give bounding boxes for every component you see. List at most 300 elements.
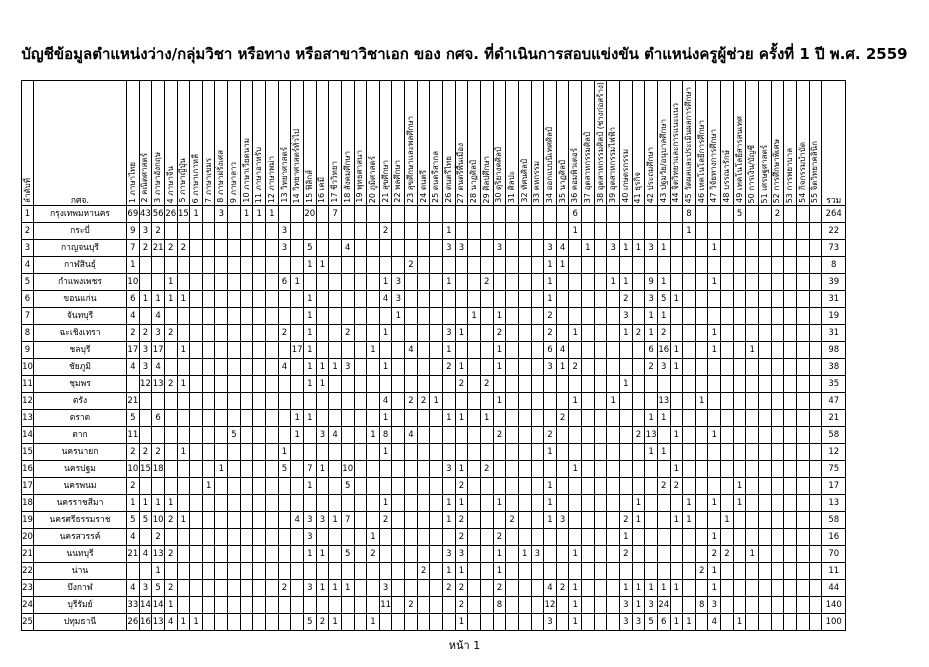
value-cell (354, 427, 367, 444)
value-cell: 2 (139, 325, 152, 342)
value-cell (417, 206, 430, 223)
subject-header: 19 พุทธศาสนา (354, 81, 367, 206)
value-cell (582, 546, 595, 563)
value-cell (253, 223, 266, 240)
value-cell: 1 (443, 495, 456, 512)
value-cell (177, 546, 190, 563)
value-cell (683, 461, 696, 478)
value-cell (721, 257, 734, 274)
value-cell: 1 (708, 342, 721, 359)
value-cell: 1 (455, 461, 468, 478)
value-cell (544, 529, 557, 546)
seq-cell: 15 (22, 444, 34, 461)
value-cell (443, 308, 456, 325)
value-cell (695, 223, 708, 240)
value-cell (746, 206, 759, 223)
value-cell (430, 342, 443, 359)
total-cell: 44 (822, 580, 846, 597)
seq-cell: 2 (22, 223, 34, 240)
value-cell (809, 223, 822, 240)
value-cell: 6 (278, 274, 291, 291)
value-cell (771, 563, 784, 580)
value-cell: 1 (670, 359, 683, 376)
value-cell: 4 (127, 359, 140, 376)
value-cell (759, 206, 772, 223)
value-cell (759, 257, 772, 274)
value-cell: 4 (278, 359, 291, 376)
value-cell (253, 495, 266, 512)
value-cell (354, 597, 367, 614)
value-cell (670, 240, 683, 257)
total-cell: 47 (822, 393, 846, 410)
subject-header: 41 ธุรกิจ (632, 81, 645, 206)
total-cell: 38 (822, 359, 846, 376)
value-cell: 2 (405, 257, 418, 274)
value-cell (582, 512, 595, 529)
value-cell (253, 512, 266, 529)
value-cell: 2 (455, 512, 468, 529)
value-cell (771, 393, 784, 410)
value-cell: 1 (177, 376, 190, 393)
value-cell (607, 478, 620, 495)
value-cell (746, 393, 759, 410)
value-cell (796, 563, 809, 580)
value-cell (518, 444, 531, 461)
value-cell: 5 (341, 478, 354, 495)
value-cell: 13 (645, 427, 658, 444)
value-cell (493, 512, 506, 529)
value-cell (683, 359, 696, 376)
value-cell (569, 410, 582, 427)
value-cell (531, 597, 544, 614)
value-cell (430, 427, 443, 444)
value-cell (695, 410, 708, 427)
value-cell: 3 (531, 546, 544, 563)
value-cell (556, 291, 569, 308)
value-cell (139, 529, 152, 546)
value-cell (518, 308, 531, 325)
value-cell (708, 308, 721, 325)
value-cell (582, 257, 595, 274)
total-cell: 21 (822, 410, 846, 427)
value-cell (771, 223, 784, 240)
value-cell (240, 563, 253, 580)
value-cell (771, 427, 784, 444)
value-cell: 21 (152, 240, 165, 257)
value-cell (733, 427, 746, 444)
value-cell (518, 376, 531, 393)
value-cell: 1 (190, 206, 203, 223)
value-cell (493, 410, 506, 427)
value-cell: 2 (443, 580, 456, 597)
subject-header: 29 ศิลปศึกษา (480, 81, 493, 206)
value-cell (493, 223, 506, 240)
value-cell (809, 461, 822, 478)
value-cell (771, 461, 784, 478)
value-cell: 56 (152, 206, 165, 223)
value-cell (417, 512, 430, 529)
value-cell (809, 563, 822, 580)
value-cell: 18 (152, 461, 165, 478)
value-cell (405, 563, 418, 580)
value-cell: 2 (316, 614, 329, 631)
value-cell (619, 427, 632, 444)
value-cell (518, 240, 531, 257)
value-cell (228, 563, 241, 580)
total-cell: 73 (822, 240, 846, 257)
value-cell (215, 546, 228, 563)
value-cell (784, 478, 797, 495)
value-cell (594, 240, 607, 257)
value-cell (493, 478, 506, 495)
value-cell (228, 325, 241, 342)
value-cell (733, 444, 746, 461)
value-cell (796, 461, 809, 478)
value-cell: 4 (164, 614, 177, 631)
value-cell (480, 308, 493, 325)
value-cell: 1 (316, 359, 329, 376)
value-cell (228, 274, 241, 291)
value-cell (746, 410, 759, 427)
value-cell (177, 325, 190, 342)
value-cell (354, 529, 367, 546)
value-cell (392, 240, 405, 257)
value-cell (266, 597, 279, 614)
value-cell (759, 274, 772, 291)
value-cell (392, 393, 405, 410)
value-cell: 3 (278, 223, 291, 240)
value-cell: 4 (379, 291, 392, 308)
value-cell (721, 580, 734, 597)
value-cell (316, 240, 329, 257)
value-cell (796, 512, 809, 529)
value-cell (190, 393, 203, 410)
value-cell (341, 614, 354, 631)
value-cell (480, 495, 493, 512)
value-cell (354, 376, 367, 393)
value-cell (784, 359, 797, 376)
value-cell (253, 614, 266, 631)
value-cell (695, 325, 708, 342)
value-cell (455, 223, 468, 240)
value-cell (354, 359, 367, 376)
value-cell (594, 444, 607, 461)
value-cell (784, 546, 797, 563)
value-cell: 5 (152, 580, 165, 597)
value-cell (341, 427, 354, 444)
value-cell (266, 580, 279, 597)
value-cell (291, 325, 304, 342)
value-cell (367, 512, 380, 529)
value-cell (177, 223, 190, 240)
value-cell (771, 342, 784, 359)
value-cell (582, 223, 595, 240)
value-cell (809, 478, 822, 495)
value-cell (480, 325, 493, 342)
value-cell (190, 257, 203, 274)
value-cell (759, 512, 772, 529)
value-cell: 1 (379, 444, 392, 461)
value-cell: 2 (455, 597, 468, 614)
value-cell: 2 (164, 325, 177, 342)
value-cell: 1 (152, 495, 165, 512)
value-cell (746, 512, 759, 529)
value-cell (177, 461, 190, 478)
value-cell (177, 478, 190, 495)
agency-cell: กาฬสินธุ์ (34, 257, 127, 274)
value-cell (733, 291, 746, 308)
value-cell: 2 (556, 580, 569, 597)
value-cell (695, 478, 708, 495)
value-cell (278, 495, 291, 512)
value-cell (228, 410, 241, 427)
value-cell (594, 308, 607, 325)
value-cell (556, 529, 569, 546)
value-cell: 2 (657, 478, 670, 495)
value-cell (480, 512, 493, 529)
value-cell (506, 308, 519, 325)
value-cell (392, 529, 405, 546)
value-cell (733, 240, 746, 257)
value-cell (164, 223, 177, 240)
subject-header: 54 กิจกรรมบำบัด (796, 81, 809, 206)
value-cell: 1 (303, 478, 316, 495)
value-cell (392, 546, 405, 563)
subject-header: 30 ดุริยางคศิลป์ (493, 81, 506, 206)
value-cell: 26 (164, 206, 177, 223)
value-cell (266, 359, 279, 376)
value-cell (759, 342, 772, 359)
value-cell: 1 (177, 291, 190, 308)
value-cell (354, 308, 367, 325)
value-cell (506, 291, 519, 308)
value-cell (506, 597, 519, 614)
seq-cell: 7 (22, 308, 34, 325)
subject-header: 9 ภาษาลาว (228, 81, 241, 206)
value-cell (266, 240, 279, 257)
value-cell (379, 614, 392, 631)
value-cell (367, 461, 380, 478)
value-cell (607, 444, 620, 461)
value-cell (430, 461, 443, 478)
value-cell (569, 291, 582, 308)
value-cell (253, 478, 266, 495)
value-cell (746, 444, 759, 461)
value-cell (594, 580, 607, 597)
table-row (22, 206, 846, 223)
value-cell (683, 597, 696, 614)
value-cell: 1 (683, 495, 696, 512)
value-cell (266, 546, 279, 563)
value-cell (569, 427, 582, 444)
value-cell (796, 495, 809, 512)
value-cell (733, 359, 746, 376)
value-cell (190, 427, 203, 444)
value-cell (759, 410, 772, 427)
value-cell (632, 206, 645, 223)
value-cell (733, 376, 746, 393)
value-cell: 2 (632, 325, 645, 342)
value-cell (531, 427, 544, 444)
value-cell (759, 240, 772, 257)
value-cell (771, 274, 784, 291)
subject-header: 44 จิตวิทยาและการแนะแนว (670, 81, 683, 206)
value-cell: 16 (139, 614, 152, 631)
value-cell: 2 (177, 240, 190, 257)
value-cell (392, 614, 405, 631)
value-cell (632, 546, 645, 563)
value-cell (354, 274, 367, 291)
value-cell: 1 (367, 529, 380, 546)
value-cell (670, 376, 683, 393)
value-cell (228, 614, 241, 631)
value-cell (771, 376, 784, 393)
value-cell: 12 (544, 597, 557, 614)
seq-header: ลำดับที่ (22, 81, 34, 206)
value-cell (253, 308, 266, 325)
value-cell (405, 512, 418, 529)
value-cell: 1 (443, 342, 456, 359)
value-cell (784, 257, 797, 274)
value-cell: 1 (367, 614, 380, 631)
subject-header: 22 พลศึกษา (392, 81, 405, 206)
value-cell (152, 393, 165, 410)
value-cell: 3 (544, 359, 557, 376)
value-cell: 3 (645, 240, 658, 257)
value-cell (202, 393, 215, 410)
table-row (22, 257, 846, 274)
value-cell (721, 291, 734, 308)
seq-cell: 17 (22, 478, 34, 495)
subject-header: 21 สุขศึกษา (379, 81, 392, 206)
value-cell (493, 376, 506, 393)
value-cell (278, 563, 291, 580)
table-row (22, 410, 846, 427)
value-cell: 15 (177, 206, 190, 223)
subject-header: 43 ปฐมวัย/อนุบาลศึกษา (657, 81, 670, 206)
value-cell: 1 (164, 274, 177, 291)
value-cell (316, 206, 329, 223)
value-cell (809, 274, 822, 291)
value-cell (594, 410, 607, 427)
seq-cell: 12 (22, 393, 34, 410)
value-cell: 1 (177, 614, 190, 631)
value-cell (430, 240, 443, 257)
value-cell: 12 (139, 376, 152, 393)
subject-header: 10 ภาษาเวียดนาม (240, 81, 253, 206)
value-cell (215, 308, 228, 325)
value-cell (544, 410, 557, 427)
value-cell (518, 461, 531, 478)
value-cell (721, 274, 734, 291)
value-cell: 1 (569, 614, 582, 631)
value-cell: 2 (480, 274, 493, 291)
value-cell: 20 (303, 206, 316, 223)
value-cell (708, 376, 721, 393)
value-cell: 3 (303, 529, 316, 546)
value-cell (531, 257, 544, 274)
value-cell (480, 546, 493, 563)
value-cell (139, 393, 152, 410)
table-row (22, 529, 846, 546)
value-cell (796, 342, 809, 359)
value-cell (367, 376, 380, 393)
value-cell (556, 274, 569, 291)
value-cell (278, 376, 291, 393)
value-cell (329, 529, 342, 546)
value-cell (683, 274, 696, 291)
value-cell (278, 427, 291, 444)
value-cell: 1 (430, 393, 443, 410)
value-cell (556, 478, 569, 495)
value-cell (190, 376, 203, 393)
value-cell (657, 223, 670, 240)
value-cell (202, 410, 215, 427)
value-cell (733, 529, 746, 546)
value-cell (721, 563, 734, 580)
value-cell: 1 (455, 614, 468, 631)
table-row (22, 563, 846, 580)
value-cell (506, 529, 519, 546)
value-cell: 11 (127, 427, 140, 444)
value-cell (569, 478, 582, 495)
table-row (22, 444, 846, 461)
value-cell (266, 325, 279, 342)
value-cell (784, 529, 797, 546)
value-cell (417, 495, 430, 512)
value-cell (594, 614, 607, 631)
value-cell (354, 223, 367, 240)
value-cell (784, 308, 797, 325)
value-cell (594, 393, 607, 410)
value-cell (695, 512, 708, 529)
value-cell (708, 478, 721, 495)
value-cell (556, 325, 569, 342)
value-cell: 5 (733, 206, 746, 223)
agency-cell: ปทุมธานี (34, 614, 127, 631)
value-cell (417, 240, 430, 257)
value-cell (683, 393, 696, 410)
value-cell (417, 614, 430, 631)
value-cell: 2 (164, 580, 177, 597)
value-cell (721, 206, 734, 223)
value-cell (733, 410, 746, 427)
value-cell (215, 529, 228, 546)
value-cell (632, 376, 645, 393)
value-cell: 2 (493, 529, 506, 546)
value-cell (468, 342, 481, 359)
table-row (22, 546, 846, 563)
subject-header: 15 ฟิสิกส์ (303, 81, 316, 206)
value-cell (316, 325, 329, 342)
value-cell (518, 478, 531, 495)
value-cell (746, 359, 759, 376)
value-cell: 2 (405, 393, 418, 410)
subject-header: 7 ภาษาเขมร (202, 81, 215, 206)
value-cell (771, 478, 784, 495)
value-cell (632, 410, 645, 427)
agency-cell: ตาก (34, 427, 127, 444)
value-cell: 33 (127, 597, 140, 614)
value-cell (430, 478, 443, 495)
value-cell (202, 597, 215, 614)
value-cell: 3 (443, 461, 456, 478)
value-cell (341, 410, 354, 427)
value-cell (746, 580, 759, 597)
value-cell (329, 444, 342, 461)
value-cell (695, 614, 708, 631)
value-cell (784, 206, 797, 223)
